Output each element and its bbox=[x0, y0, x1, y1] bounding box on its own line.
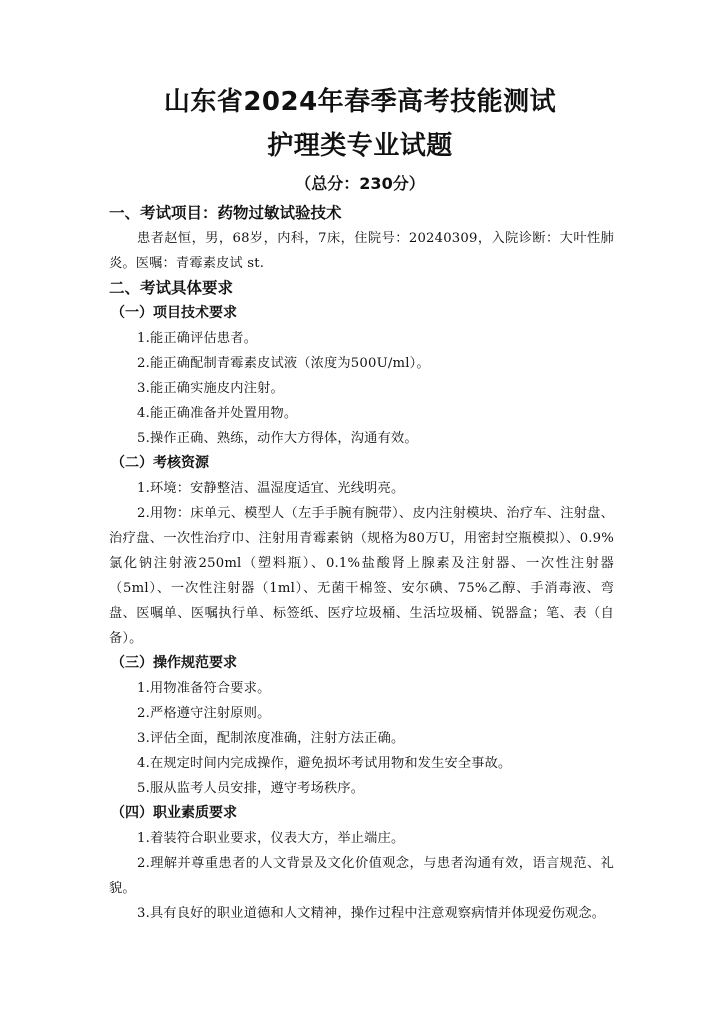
list-item: 1.着装符合职业要求，仪表大方，举止端庄。 bbox=[137, 831, 405, 846]
list-item: 3.具有良好的职业道德和人文精神，操作过程中注意观察病情并体现爱伤观念。 bbox=[137, 906, 606, 921]
document-title: 山东省2024年春季高考技能测试 bbox=[163, 87, 557, 117]
supplies-list: 2.用物：床单元、模型人（左手手腕有腕带）、皮内注射模块、治疗车、注射盘、治疗盘、一次性治疗巾、注射用青霉素钠（规格为80万U，用密封空瓶模拟）、0.9%氯化钠注射液250ml（塑料瓶）、0.1%盐酸肾上腺素及注射器、一次性注射器（5ml）、一次性注射器（1ml）、无菌干棉签、安尔碘、75%乙醇、手消毒液、弯盘、医嘱单、医嘱执行单、标签纸、医疗垃圾桶、生活垃圾桶、锐器盒；笔、表（自备）。 bbox=[109, 506, 614, 646]
list-item: 3.能正确实施皮内注射。 bbox=[137, 381, 284, 396]
list-item: 2.能正确配制青霉素皮试液（浓度为500U/ml）。 bbox=[137, 356, 430, 371]
list-item: 1.用物准备符合要求。 bbox=[137, 681, 271, 696]
section-2-heading: 二、考试具体要求 bbox=[109, 279, 234, 297]
list-item: 5.操作正确、熟练，动作大方得体，沟通有效。 bbox=[137, 431, 418, 446]
list-item: 4.能正确准备并处置用物。 bbox=[137, 406, 298, 421]
list-item: 4.在规定时间内完成操作，避免损坏考试用物和发生安全事故。 bbox=[137, 756, 512, 771]
list-item: 2.严格遵守注射原则。 bbox=[137, 706, 271, 721]
document-subtitle: 护理类专业试题 bbox=[267, 131, 453, 161]
subsection-professional-quality: （四）职业素质要求 bbox=[111, 805, 237, 821]
document-body bbox=[109, 201, 614, 926]
list-item: 2.理解并尊重患者的人文背景及文化价值观念，与患者沟通有效，语言规范、礼貌。 bbox=[109, 856, 614, 896]
list-item: 5.服从监考人员安排，遵守考场秩序。 bbox=[137, 781, 365, 796]
total-score: （总分：230分） bbox=[295, 174, 425, 193]
list-item: 1.能正确评估患者。 bbox=[137, 331, 258, 346]
subsection-exam-resources: （二）考核资源 bbox=[111, 455, 209, 471]
subsection-technical-requirements: （一）项目技术要求 bbox=[111, 305, 237, 321]
section-1-heading: 一、考试项目：药物过敏试验技术 bbox=[109, 204, 342, 222]
list-item: 3.评估全面，配制浓度准确，注射方法正确。 bbox=[137, 731, 405, 746]
case-description: 患者赵恒，男，68岁，内科，7床，住院号：20240309，入院诊断：大叶性肺炎。医嘱：青霉素皮试 st. bbox=[109, 231, 614, 271]
subsection-operation-standards: （三）操作规范要求 bbox=[111, 655, 237, 671]
list-item: 1.环境：安静整洁、温湿度适宜、光线明亮。 bbox=[137, 481, 405, 496]
